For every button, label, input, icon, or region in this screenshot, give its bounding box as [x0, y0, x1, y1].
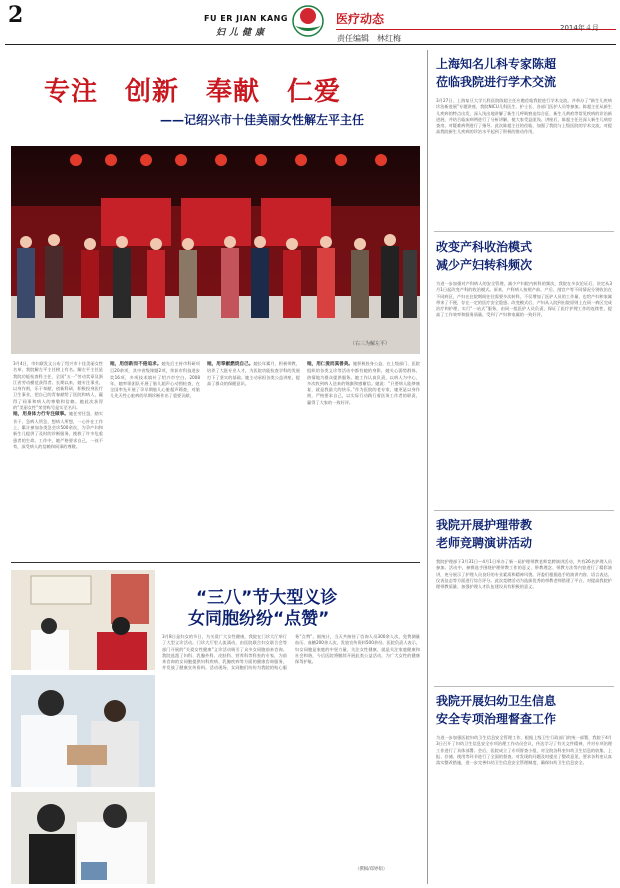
- article-2-body: 为进一步加强对产科病人的安全管理，减少产妇院内转科的频次，我院在多次论证后，决定从3月1日起改变产科的收治模式。原来，产科病人按照产前、产后、剖宫产等不同情况分别收治在不同病区，产妇在住院期间往往需要多次转科，不仅增加了医护人员的工作量，也给产妇和家属带来了不便，存在一定的医疗安全隐患。改变模式后，产妇从入院到出院原则上在同一病区完成治疗和护理，实行“一站式”服务，由同一组医护人员负责，保证了医疗护理工作的连续性，提高了工作效率和服务质量，受到了产妇和家属的一致好评。: [436, 281, 612, 318]
- article-4-title-line2: 安全专项治理督查工作: [436, 712, 557, 726]
- article-3-title-line1: 我院开展护理带教: [436, 518, 533, 532]
- article-1-title-line1: 上海知名儿科专家陈超: [436, 57, 557, 71]
- article-1-title-line2: 莅临我院进行学术交流: [436, 75, 557, 89]
- feature-section-2: 她，用创新而不倦追求。她先后主持市科研项目20余项，其中省级课题2项，荣获市科技进步奖16项，多项技术填补了绍兴市空白。2008年，她率领团队开展了胎儿超声心动图检查，在全国率先开展了孕早期胎儿心脏超声筛查，对胎儿先天性心脏病的早期诊断作出了重要贡献。: [110, 361, 200, 399]
- article-2-title-line2: 减少产妇转科频次: [436, 258, 533, 272]
- article-38-title-line2: 女同胞纷纷“点赞”: [188, 609, 330, 629]
- article-1-divider: [434, 231, 614, 232]
- header-rule: [5, 44, 616, 45]
- article-1-body: 3月27日，上海复旦大学儿科医院陈超主任应邀莅临我院进行学术交流，并举办了“新生儿疾病诊治新进展”专题讲座，我院NICU儿科医生、护士长、各部门医护人员等参加。陈超主任从新生儿疾病的特点出发，深入浅出地讲解了新生儿呼吸窘迫综合征、新生儿黄疸等常见疾病的诊治新进展，并结合临床病例进行了分析讲解，使大家受益匪浅。讲座后，陈超主任还深入新生儿病房查房，对疑难病例进行了指导。此次陈超主任的莅临，加强了我院与上级医院的学术交流，对提高我院新生儿疾病的诊治水平起到了积极的推动作用。: [436, 98, 612, 135]
- article-3-title-line2: 老师竞聘演讲活动: [436, 536, 533, 550]
- feature-column-4: [307, 361, 420, 559]
- feature-divider: [11, 562, 420, 563]
- paper-logo: [290, 4, 326, 38]
- feature-subtitle: ——记绍兴市十佳美丽女性解左平主任: [160, 113, 365, 127]
- article-2-divider: [434, 510, 614, 511]
- award-ceremony-photo: [11, 146, 420, 354]
- paper-name-en: FU ER JIAN KANG: [204, 14, 288, 23]
- clinic-photo-2: [11, 675, 155, 787]
- feature-intro: 3月4日，市妇联发文公布了绍兴市十佳美丽女性名单，我院解左平主任榜上有名。解左平主任是我院功能检查科主任，全国“五一”劳动奖章及浙江省劳动模范获得者。长期以来，她专注事业，以身作则，乐于奉献，创新科研，积极投身医疗卫生事业，把自己的青春献给了医院和病人，赢得了同事和病人的尊敬和信赖。她此次获得的“美丽女性”荣誉称号是实至名归。 她，用身体力行专注做事。她任劳任怨，踏实肯干，急病人所急，想病人所想，一心扑在工作上，累计参加各类急会诊500余次，为孕产妇和新生儿提供了及时的诊断服务，挽救了许多危重患者的生命。工作中，她严格要求自己，一丝不苟，深受病人的信赖和同事的尊敬。: [13, 361, 103, 449]
- article-38-title-line1: “三八”节大型义诊: [196, 588, 338, 608]
- article-4-title-line1: 我院开展妇幼卫生信息: [436, 694, 557, 708]
- clinic-photo-1: [11, 570, 155, 670]
- feature-column-3: [207, 361, 300, 559]
- section-title: 医疗动态: [336, 12, 385, 26]
- feature-section-4: 她，用仁爱而真善美。她积极投身公益，在上级部门、医院组织的各类义诊等活动中都有她的身影，她关心弱势群体，热情地为群众提供服务。她工作认真负责，以病人为中心，多次收到病人送来的锦旗和感谢信。她说：“只要病人能够康复，就是我最大的快乐。”作为医院的老专家，她更是以身作则，严格要求自己，以实际行动践行着医务工作者的职责，赢得了大家的一致好评。: [307, 361, 420, 405]
- article-38-author: （撰稿/郑婷娟）: [355, 867, 388, 872]
- article-3-divider: [434, 686, 614, 687]
- clinic-photo-3: [11, 792, 155, 884]
- article-38-body: 3月8日是妇女的节日，为关爱广大女性健康，我院在门诊大厅举行了大型义诊活动。门诊大厅里人流涌动，由医院联合妇女联合会等部门开展的“关爱女性健康”义诊活动吸引了众多女同胞前来咨询。我院选派了妇科、乳腺外科、皮肤科、营养科等科室的专家，为前来咨询的女同胞提供妇科疾病、乳腺疾病等方面的健康咨询服务，并发放了健康宣传资料。活动现场，女同胞们纷纷为我院的贴心服务“点赞”。据统计，当天共接待了咨询人员300余人次，免费测量血压、血糖200余人次，发放宣传资料500余份。医院负责人表示，妇女同胞是家庭的中坚力量，关注女性健康，就是关注家庭健康和社会和谐，今后医院将继续开展此类公益活动，为广大女性的健康保驾护航。: [162, 634, 420, 671]
- article-4-body: 为进一步加强医院妇幼卫生信息安全管理工作，根据上级卫生行政部门的统一部署，我院于4月3日召开了妇幼卫生信息安全专项治理工作动员会议，传达学习了有关文件精神，并对专项治理工作进行了具体部署。会后，医院成立了专项督查小组，对全院各科室妇幼卫生信息的收集、上报、存储、使用等环节进行了全面的督查，对发现的问题及时提出了整改意见，要求各科室认真落实整改措施，进一步完善妇幼卫生信息安全管理制度，确保妇幼卫生信息安全。: [436, 735, 612, 766]
- article-2-title-line1: 改变产科收治模式: [436, 240, 533, 254]
- column-divider: [427, 50, 428, 884]
- feature-headline: 专注 创新 奉献 仁爱: [44, 77, 342, 107]
- issue-date: 2014年４月: [560, 24, 599, 32]
- editor-credit: 责任编辑 林红梅: [337, 34, 401, 43]
- photo-caption: （右三为解左平）: [350, 341, 391, 347]
- page-number: 2: [8, 2, 24, 28]
- article-3-body: 我院护理部于3月31日～4月1日举办了新一届护理带教老师竞聘演讲活动，共有26名护理人员参加。活动中，参赛选手围绕护理带教工作的意义、带教理念、带教方法等内容进行了精彩演讲，充分展示了护理人员良好的专业素质和精神风貌。评委们根据选手的演讲内容、语言表达、仪表仪态等方面进行综合评分。此次竞聘活动为选拔优秀的带教老师搭建了平台，对提高我院护理带教质量、加强护理人才队伍建设具有积极的意义。: [436, 559, 612, 590]
- paper-name-cn: 妇儿健康: [216, 28, 269, 38]
- feature-section-3: 她，用奉献燃烧自己。她长年累月、积极带教，培养了大批专业人才，为医院功能检查学科的发展打下了坚实的基础。她主动承担各类公益讲座，提高了群众的保健意识。: [207, 361, 300, 386]
- feature-section-1: 她，用身体力行专注做事。她任劳任怨，踏实肯干，急病人所急，想病人所想，一心扑在工作上，累计参加各类急会诊500余次，为孕产妇和新生儿提供了及时的诊断服务，挽救了许多危重患者的生命。工作中，她严格要求自己，一丝不苟，深受病人的信赖和同事的尊敬。: [13, 411, 103, 449]
- feature-column-2: [110, 361, 200, 559]
